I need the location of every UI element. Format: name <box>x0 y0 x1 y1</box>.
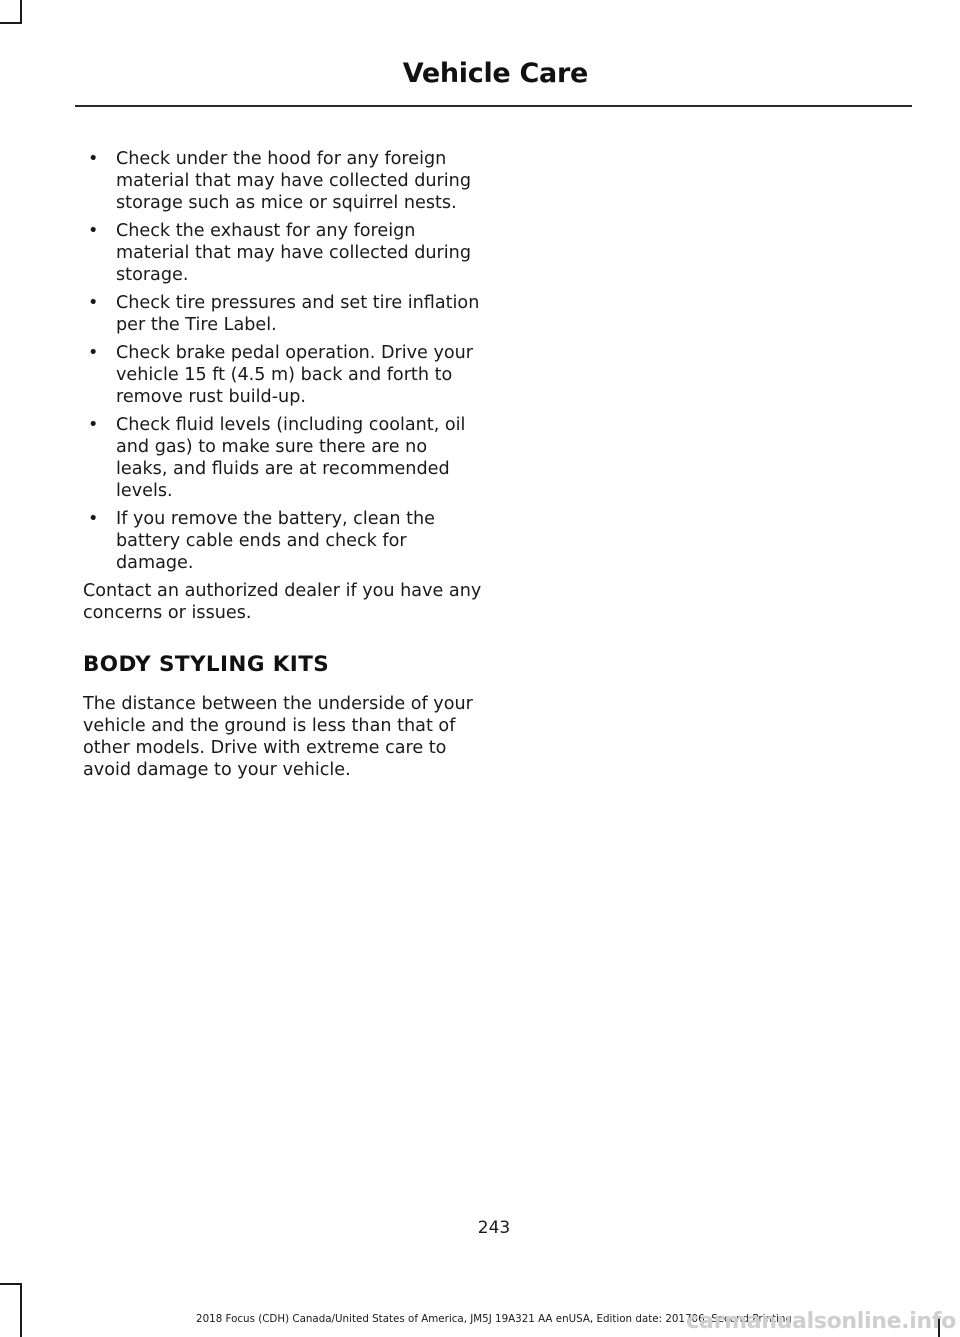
contact-paragraph: Contact an authorized dealer if you have any concerns or issues. <box>83 581 482 623</box>
bullet-icon: • <box>88 415 99 435</box>
header-divider <box>75 105 912 107</box>
main-column <box>83 148 483 781</box>
bullet-icon: • <box>88 293 99 313</box>
list-item <box>83 508 483 574</box>
list-item-text: If you remove the battery, clean the battery cable ends and check for damage. <box>116 509 435 573</box>
storage-checklist <box>83 148 483 574</box>
bullet-icon: • <box>88 509 99 529</box>
list-item <box>83 220 483 286</box>
list-item <box>83 414 483 502</box>
section-paragraph: The distance between the underside of your vehicle and the ground is less than that of other models. Drive with extreme care to avoid damage to your vehicle. <box>83 694 473 780</box>
watermark: carmanualsonline.info <box>686 1309 956 1334</box>
list-item-text: Check the exhaust for any foreign material that may have collected during storage. <box>116 221 471 285</box>
crop-mark-top-left <box>20 0 22 24</box>
crop-mark-bottom-left <box>0 1283 22 1285</box>
list-item-text: Check under the hood for any foreign material that may have collected during storage such as mice or squirrel nests. <box>116 149 471 213</box>
list-item <box>83 292 483 336</box>
list-item-text: Check tire pressures and set tire inflation per the Tire Label. <box>116 293 480 335</box>
bullet-icon: • <box>88 221 99 241</box>
footer-edition-info: 2018 Focus (CDH) Canada/United States of America, JM5J 19A321 AA enUSA, Edition date: 201706, Second Printing <box>196 1313 792 1325</box>
page-number: 243 <box>477 1218 511 1238</box>
bullet-icon: • <box>88 343 99 363</box>
crop-mark-bottom-left <box>20 1283 22 1337</box>
list-item-text: Check fluid levels (including coolant, oil and gas) to make sure there are no leaks, and fluids are at recommended levels. <box>116 415 466 501</box>
bullet-icon: • <box>88 149 99 169</box>
crop-mark-top-left <box>0 22 22 24</box>
page-header-title: Vehicle Care <box>402 58 588 89</box>
list-item-text: Check brake pedal operation. Drive your vehicle 15 ft (4.5 m) back and forth to remove rust build-up. <box>116 343 474 407</box>
section-heading: BODY STYLING KITS <box>83 652 330 677</box>
list-item <box>83 342 483 408</box>
list-item <box>83 148 483 214</box>
